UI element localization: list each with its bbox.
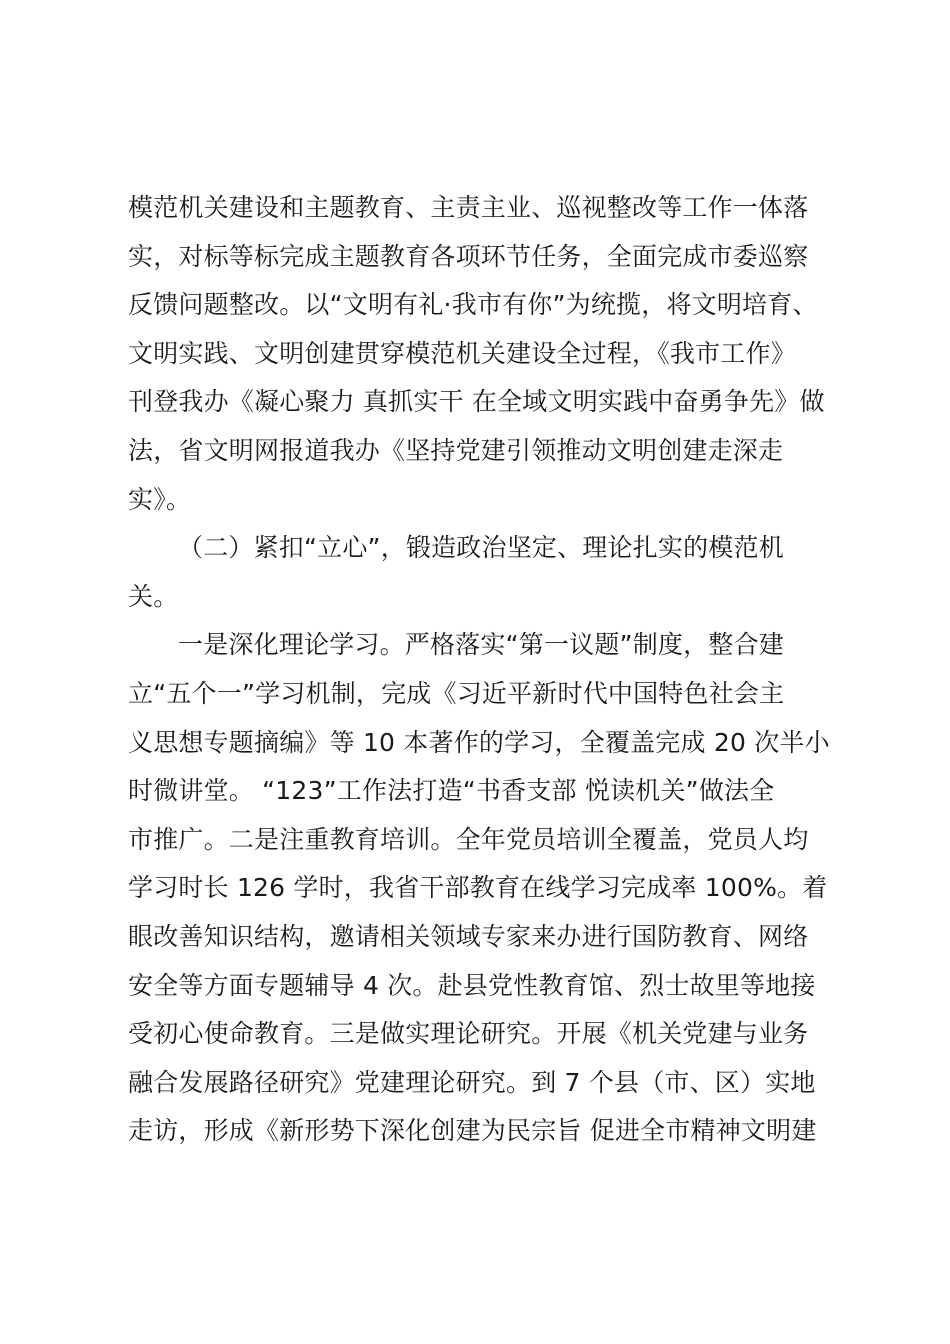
text-line: 模范机关建设和主题教育、主责主业、巡视整改等工作一体落 [128,193,809,222]
text-line: 反馈问题整改。以“文明有礼·我市有你”为统揽，将文明培育、 [128,290,818,320]
text-line: 融合发展路径研究》党建理论研究。到 7 个县（市、区）实地 [128,1067,816,1097]
text-line: 眼改善知识结构，邀请相关领域专家来办进行国防教育、网络 [128,921,809,951]
text-line: 刊登我办《凝心聚力 真抓实干 在全域文明实践中奋勇争先》做 [128,387,825,417]
text-line: 受初心使命教育。三是做实理论研究。开展《机关党建与业务 [128,1019,809,1049]
section-heading-line: 关。 [128,581,179,611]
text-line: 立“五个一”学习机制，完成《习近平新时代中国特色社会主 [128,678,785,708]
text-line: 走访，形成《新形势下深化创建为民宗旨 促进全市精神文明建 [128,1116,817,1146]
body-text [128,184,838,1156]
text-line: 法，省文明网报道我办《坚持党建引领推动文明创建走深走 [128,435,784,465]
text-line: 安全等方面专题辅导 4 次。赴县党性教育馆、烈士故里等地接 [128,970,816,1000]
text-line: 学习时长 126 学时，我省干部教育在线学习完成率 100%。着 [128,873,828,903]
text-line: 时微讲堂。 “123”工作法打造“书香支部 悦读机关”做法全 [128,776,775,806]
text-line: 义思想专题摘编》等 10 本著作的学习，全覆盖完成 20 次半小 [128,727,830,757]
text-line: 市推广。二是注重教育培训。全年党员培训全覆盖，党员人均 [128,824,809,854]
section-heading-line: （二）紧扣“立心”，锻造政治坚定、理论扎实的模范机 [178,533,784,563]
text-line: 文明实践、文明创建贯穿模范机关建设全过程，《我市工作》 [128,338,796,368]
text-line: 一是深化理论学习。严格落实“第一议题”制度，整合建 [178,630,784,660]
text-line: 实，对标等标完成主题教育各项环节任务，全面完成市委巡察 [128,241,809,271]
text-line: 实》。 [128,484,192,514]
